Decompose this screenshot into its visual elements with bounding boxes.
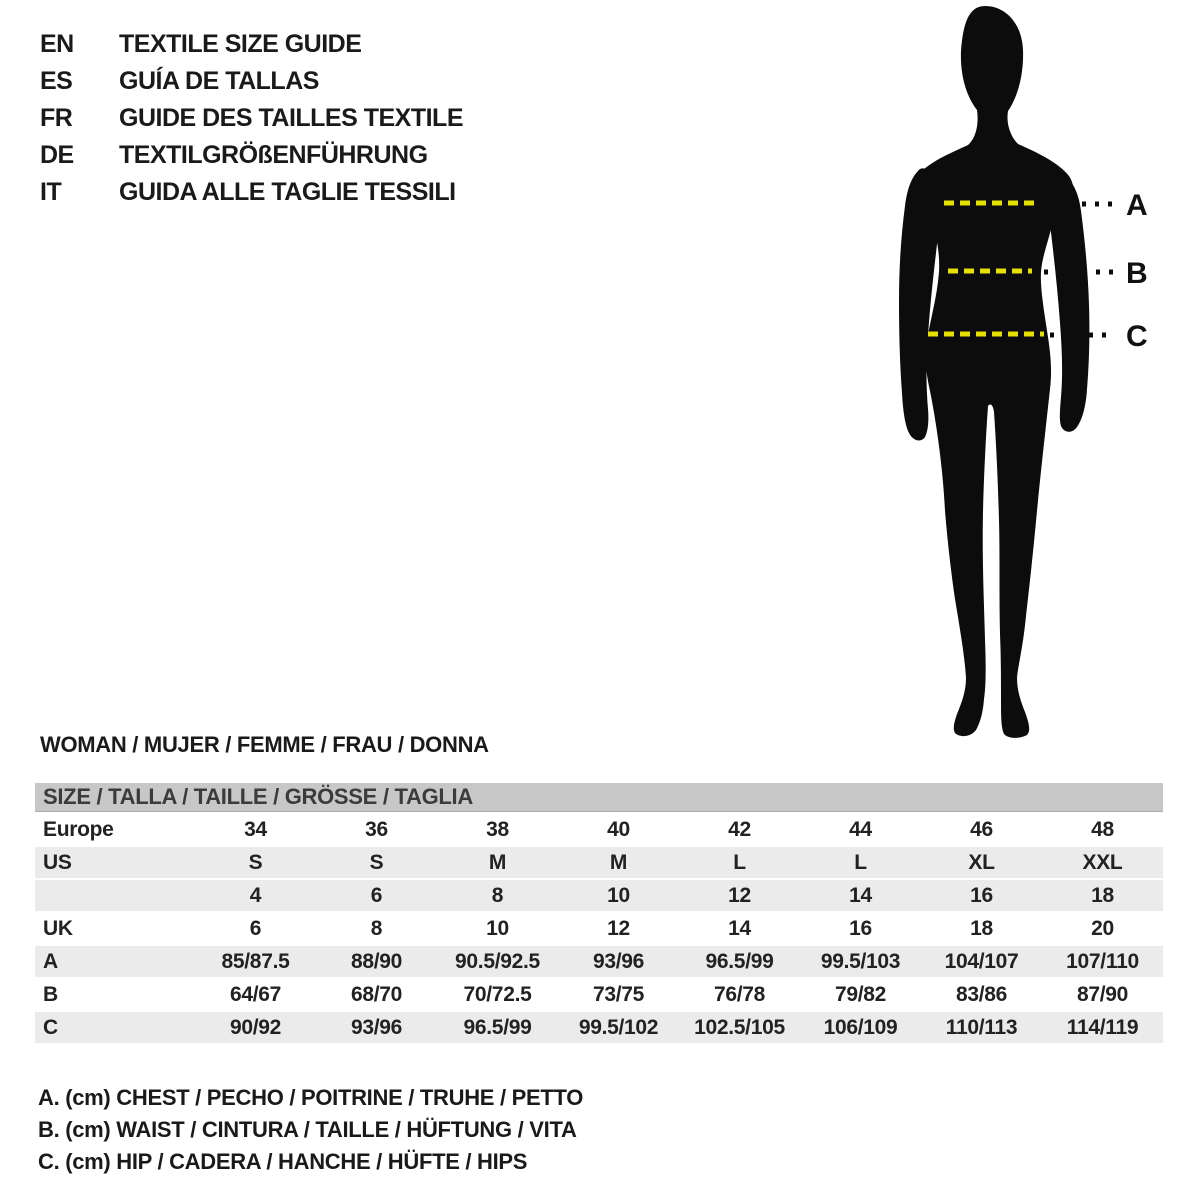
size-cell: 16 — [849, 916, 872, 940]
size-cell: 87/90 — [1076, 982, 1129, 1006]
language-title: GUÍA DE TALLAS — [119, 67, 319, 95]
row-label: Europe — [43, 817, 114, 841]
size-cell: L — [800, 847, 921, 878]
size-cell: 16 — [921, 880, 1042, 911]
table-header-row — [35, 783, 1163, 812]
hip-label: C — [1126, 320, 1148, 353]
size-cell: 18 — [1042, 880, 1163, 911]
size-cell: 96.5/99 — [679, 946, 800, 977]
legend-waist: B. (cm) WAIST / CINTURA / TAILLE / HÜFTUNG / VITA — [38, 1117, 577, 1142]
size-cell: M — [437, 847, 558, 878]
size-cell: 40 — [607, 817, 630, 841]
size-cell: 90/92 — [195, 1012, 316, 1043]
size-cell: 68/70 — [350, 982, 403, 1006]
table-row — [35, 814, 1163, 845]
table-header: SIZE / TALLA / TAILLE / GRÖSSE / TAGLIA — [35, 783, 1163, 812]
size-cell: 90.5/92.5 — [437, 946, 558, 977]
size-cell: 88/90 — [316, 946, 437, 977]
size-cell: 6 — [249, 916, 262, 940]
size-cell: 18 — [970, 916, 993, 940]
size-cell: 12 — [679, 880, 800, 911]
size-cell: M — [558, 847, 679, 878]
size-cell: 93/96 — [316, 1012, 437, 1043]
row-label: B — [43, 982, 58, 1006]
table-row — [35, 946, 1163, 977]
language-row — [40, 137, 463, 174]
size-cell: 83/86 — [955, 982, 1008, 1006]
language-row — [40, 26, 463, 63]
size-cell: 85/87.5 — [195, 946, 316, 977]
size-cell: 102.5/105 — [679, 1012, 800, 1043]
language-title: TEXTILGRÖßENFÜHRUNG — [119, 141, 428, 169]
language-code: IT — [40, 178, 62, 206]
row-label: UK — [43, 916, 73, 940]
language-code: FR — [40, 104, 73, 132]
size-cell: S — [316, 847, 437, 878]
language-row — [40, 63, 463, 100]
row-label: A — [35, 946, 195, 977]
size-cell: 93/96 — [558, 946, 679, 977]
size-cell: S — [195, 847, 316, 878]
language-row — [40, 100, 463, 137]
size-cell: 70/72.5 — [463, 982, 532, 1006]
size-cell: 38 — [486, 817, 509, 841]
section-title: WOMAN / MUJER / FEMME / FRAU / DONNA — [40, 732, 489, 757]
size-cell: 96.5/99 — [437, 1012, 558, 1043]
table-row — [35, 847, 1163, 878]
waist-label: B — [1126, 257, 1148, 290]
size-cell: 73/75 — [592, 982, 645, 1006]
table-row — [35, 913, 1163, 944]
size-cell: 10 — [558, 880, 679, 911]
woman-silhouette — [860, 0, 1200, 740]
size-cell: 107/110 — [1042, 946, 1163, 977]
size-table-body — [35, 783, 1163, 1043]
size-cell: 42 — [728, 817, 751, 841]
size-cell: 48 — [1091, 817, 1114, 841]
chest-label: A — [1126, 189, 1148, 222]
size-cell: 104/107 — [921, 946, 1042, 977]
legend-chest: A. (cm) CHEST / PECHO / POITRINE / TRUHE / PETTO — [38, 1085, 584, 1110]
figure-area — [860, 0, 1200, 740]
size-cell: 36 — [365, 817, 388, 841]
row-label: US — [35, 847, 195, 878]
language-code: DE — [40, 141, 74, 169]
table-row — [35, 1012, 1163, 1043]
row-label: C — [35, 1012, 195, 1043]
language-code: ES — [40, 67, 73, 95]
legend-hip: C. (cm) HIP / CADERA / HANCHE / HÜFTE / HIPS — [38, 1149, 528, 1174]
size-cell: 64/67 — [229, 982, 282, 1006]
silhouette-right-arm — [1045, 174, 1090, 431]
size-cell: 106/109 — [800, 1012, 921, 1043]
language-code: EN — [40, 30, 74, 58]
language-title: TEXTILE SIZE GUIDE — [119, 30, 362, 58]
language-title: GUIDE DES TAILLES TEXTILE — [119, 104, 464, 132]
row-label — [35, 880, 195, 911]
size-cell: 99.5/102 — [558, 1012, 679, 1043]
table-row — [35, 979, 1163, 1010]
silhouette-body — [916, 6, 1073, 738]
size-cell: L — [679, 847, 800, 878]
language-row — [40, 174, 463, 211]
size-cell: 79/82 — [834, 982, 887, 1006]
size-cell: 46 — [970, 817, 993, 841]
size-cell: 34 — [244, 817, 267, 841]
size-cell: 110/113 — [921, 1012, 1042, 1043]
table-row — [35, 880, 1163, 911]
size-cell: 12 — [607, 916, 630, 940]
size-cell: 8 — [437, 880, 558, 911]
size-cell: 44 — [849, 817, 872, 841]
size-cell: 10 — [486, 916, 509, 940]
size-cell: 20 — [1091, 916, 1114, 940]
language-title: GUIDA ALLE TAGLIE TESSILI — [119, 178, 456, 206]
size-cell: 14 — [800, 880, 921, 911]
size-cell: 6 — [316, 880, 437, 911]
language-title-block — [40, 26, 463, 211]
size-cell: 99.5/103 — [800, 946, 921, 977]
size-cell: 76/78 — [713, 982, 766, 1006]
size-cell: 114/119 — [1042, 1012, 1163, 1043]
size-cell: 4 — [195, 880, 316, 911]
size-cell: XXL — [1042, 847, 1163, 878]
size-cell: 8 — [370, 916, 383, 940]
size-table — [35, 781, 1163, 1045]
size-cell: 14 — [728, 916, 751, 940]
size-cell: XL — [921, 847, 1042, 878]
measure-legend — [38, 1082, 583, 1178]
